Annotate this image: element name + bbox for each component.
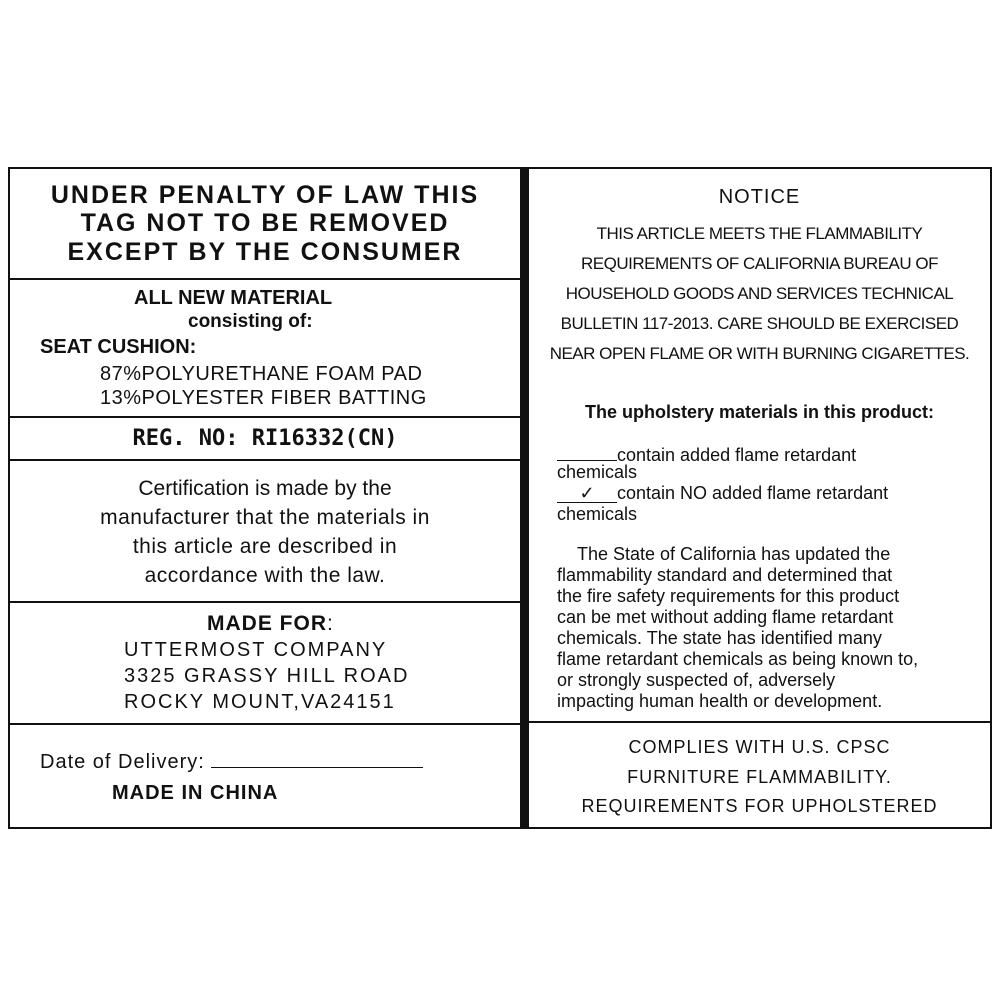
delivery-label: Date of Delivery: [40,751,205,773]
made-for-section [10,603,520,725]
certification-section [10,461,520,603]
street-address: 3325 GRASSY HILL ROAD [124,665,410,687]
warning-section [10,169,520,280]
notice-section [529,169,990,723]
option-none-blank [557,484,617,503]
certification-line: Certification is made by the [138,477,392,500]
notice-line: THIS ARTICLE MEETS THE FLAMMABILITY [596,224,923,243]
notice-line: REQUIREMENTS OF CALIFORNIA BUREAU OF [581,254,938,273]
compliance-line: FURNITURE FLAMMABILITY. [627,767,892,787]
state-line: can be met without adding flame retardant [557,607,894,627]
made-for-colon: : [327,612,334,635]
city-address: ROCKY MOUNT,VA24151 [124,691,396,713]
notice-line: NEAR OPEN FLAME OR WITH BURNING CIGARETTES. [549,344,970,363]
option-added-text: contain added flame retardant [617,445,857,465]
made-for-heading [207,612,334,636]
warning-line-1: UNDER PENALTY OF LAW THIS [50,181,480,209]
certification-line: manufacturer that the materials in [100,506,430,529]
compliance-section [529,723,990,829]
state-line: flammability standard and determined that [557,565,893,585]
state-line: the fire safety requirements for this product [557,586,900,606]
material-item: 13%POLYESTER FIBER BATTING [100,387,427,409]
state-line: The State of California has updated the [577,544,891,564]
origin-label: MADE IN CHINA [112,782,279,804]
made-for-label: MADE FOR [207,612,327,635]
left-panel [8,167,522,829]
company-name: UTTERMOST COMPANY [124,639,388,661]
option-added-blank [557,442,617,461]
material-subheading: consisting of: [188,311,313,332]
state-line: flame retardant chemicals as being known to, [557,649,919,669]
materials-heading: The upholstery materials in this product: [584,402,935,422]
component-label: SEAT CUSHION: [40,336,197,358]
material-heading: ALL NEW MATERIAL [134,287,333,309]
material-section [10,280,520,418]
certification-line: accordance with the law. [144,564,386,587]
notice-title: NOTICE [718,186,801,208]
right-panel [527,167,992,829]
notice-line: BULLETIN 117-2013. CARE SHOULD BE EXERCISED [560,314,959,333]
state-line: impacting human health or development. [557,691,883,711]
option-none-cont: chemicals [557,504,638,524]
compliance-line: REQUIREMENTS FOR UPHOLSTERED [581,796,938,816]
delivery-row [40,749,423,774]
option-none-row [557,484,888,503]
law-tag [8,167,992,829]
registration-section [10,418,520,461]
state-line: chemicals. The state has identified many [557,628,882,648]
option-added-cont: chemicals [557,462,638,482]
option-none-text: contain NO added flame retardant [617,483,889,503]
compliance-line: COMPLIES WITH U.S. CPSC [628,737,891,757]
delivery-section [10,725,520,829]
reg-number: REG. NO: RI16332(CN) [132,426,398,451]
warning-line-2: TAG NOT TO BE REMOVED [80,209,450,237]
certification-line: this article are described in [132,535,398,558]
check-icon: ✓ [579,483,595,503]
notice-line: HOUSEHOLD GOODS AND SERVICES TECHNICAL [565,284,954,303]
material-item: 87%POLYURETHANE FOAM PAD [100,363,423,385]
delivery-date-blank [211,749,423,768]
state-line: or strongly suspected of, adversely [557,670,836,690]
option-added-row [557,442,856,464]
warning-line-3: EXCEPT BY THE CONSUMER [67,238,463,266]
